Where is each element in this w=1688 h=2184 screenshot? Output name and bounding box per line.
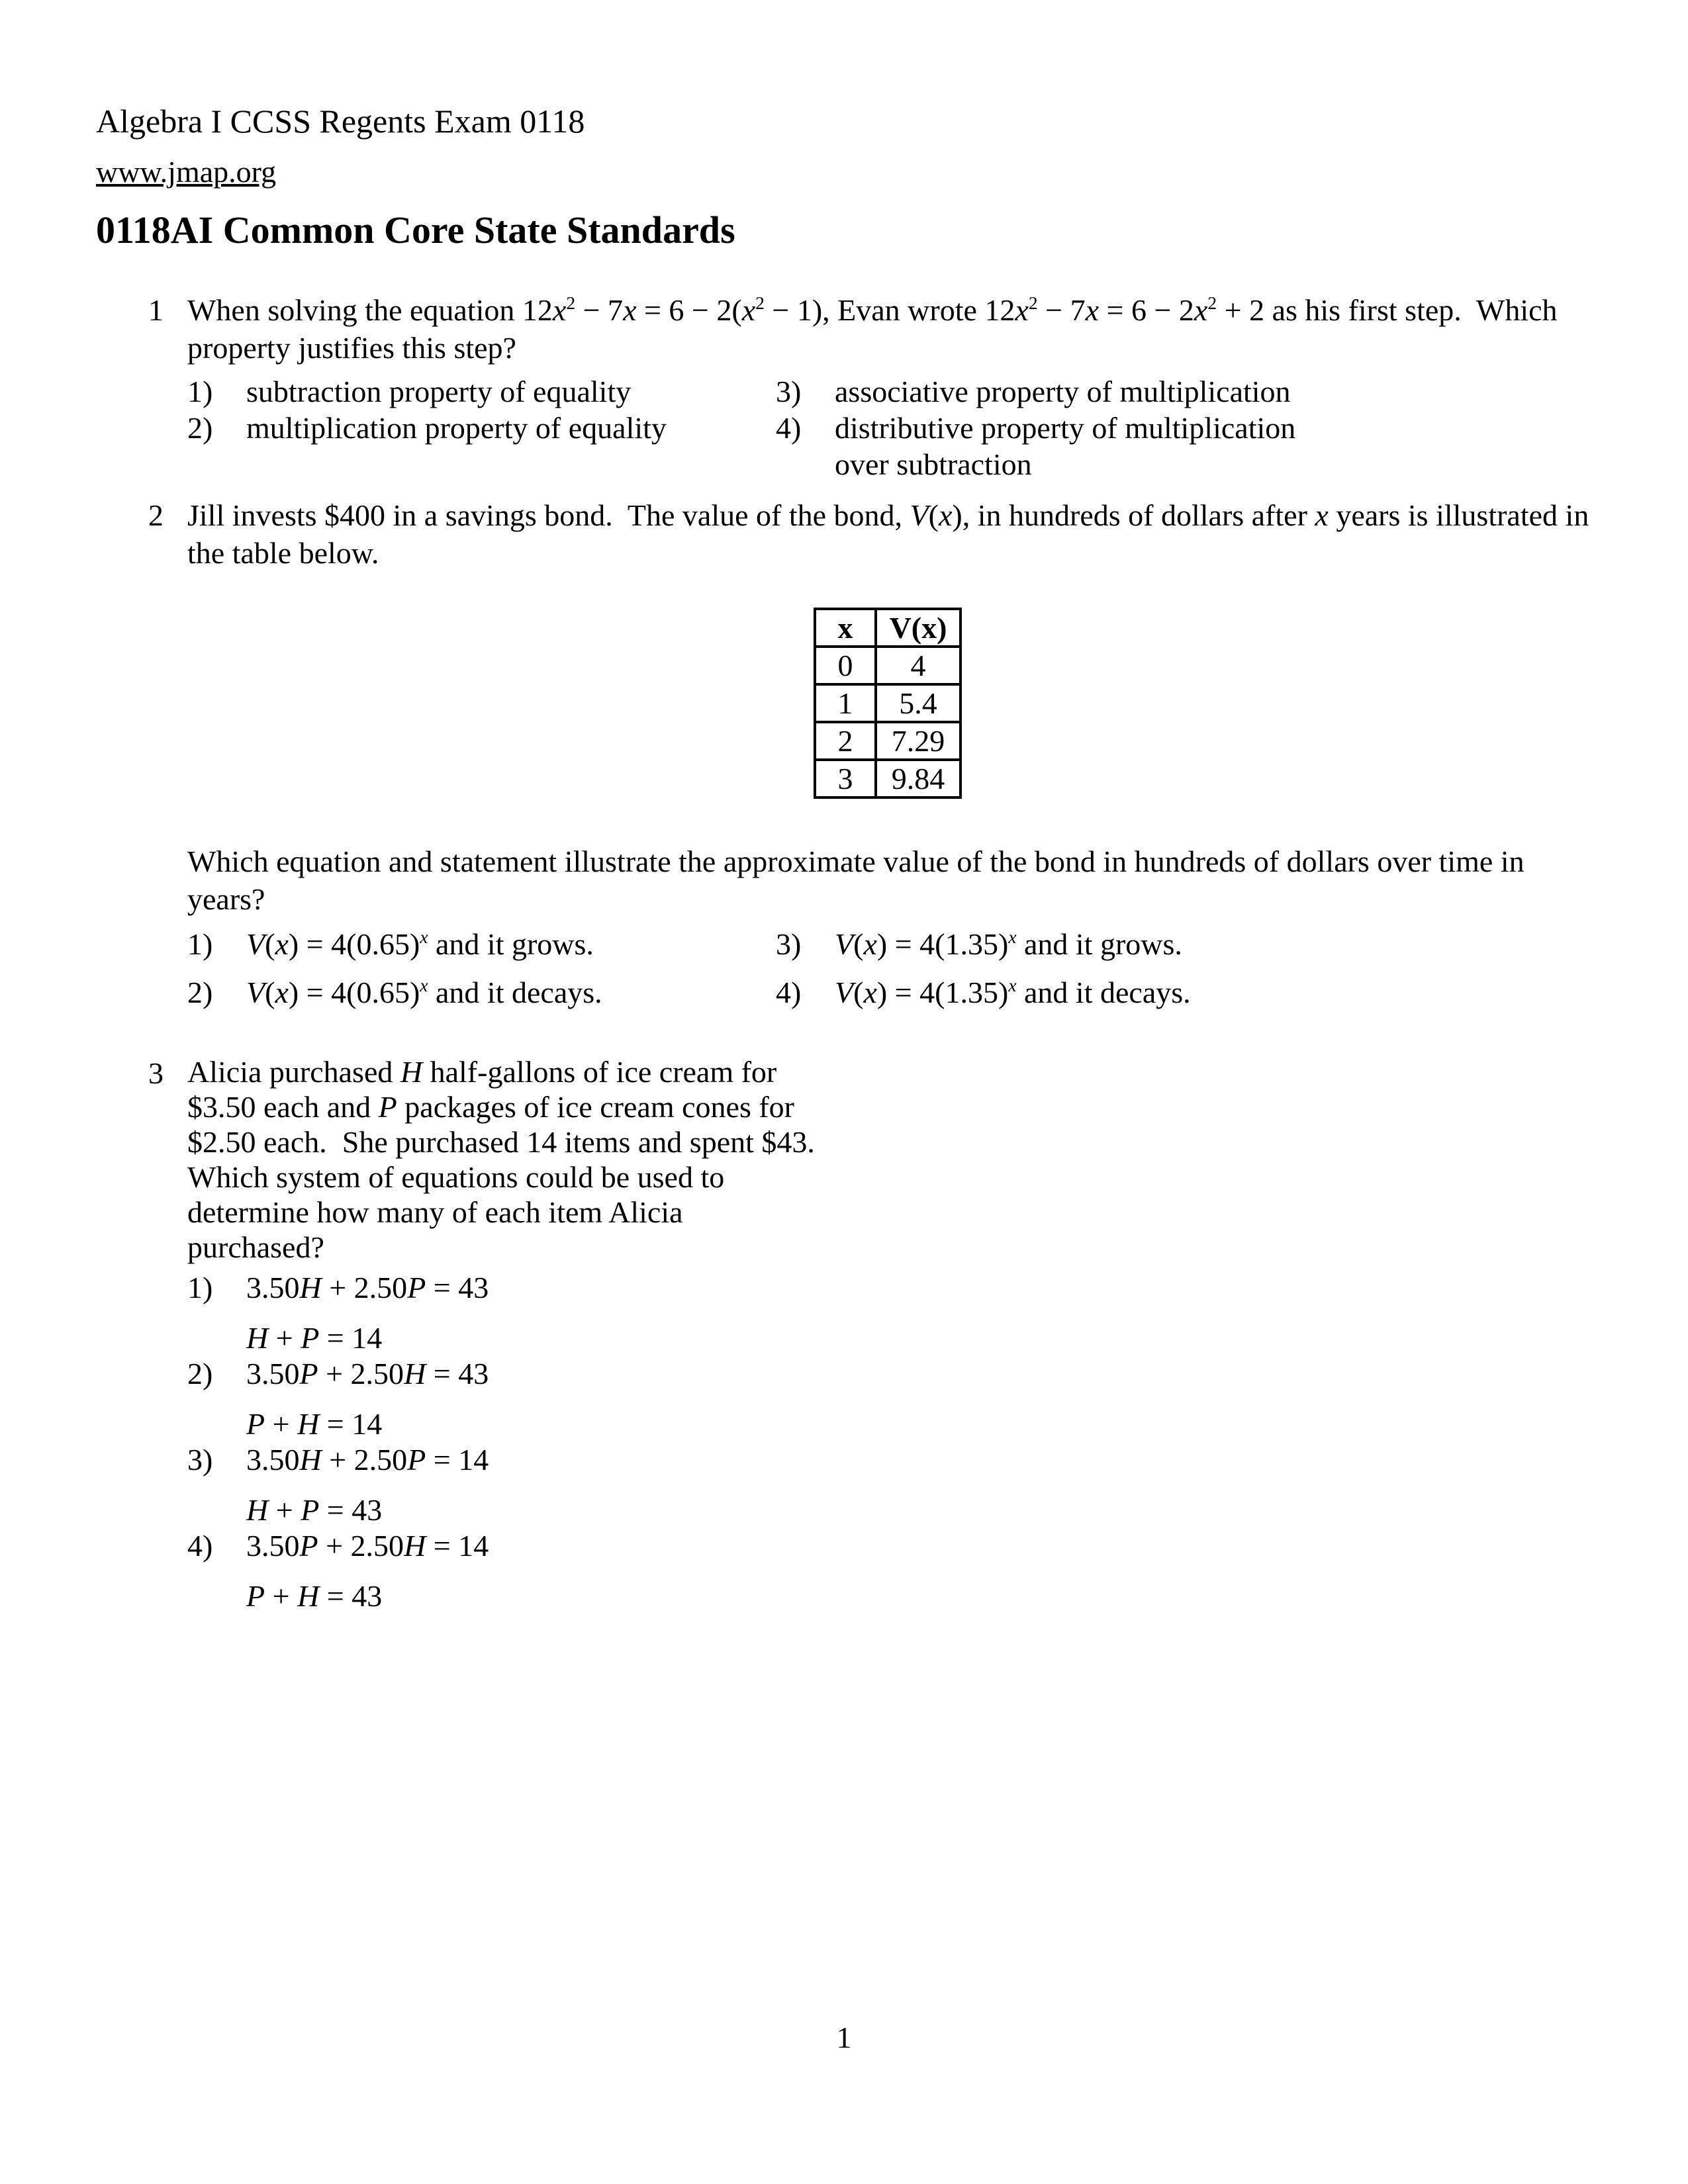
site-link-line	[96, 154, 585, 191]
table-row	[815, 684, 961, 722]
equation-2: P + H = 14	[246, 1407, 383, 1441]
question-2	[148, 496, 1597, 1011]
choice-number: 3)	[776, 375, 802, 408]
table-row	[815, 760, 961, 797]
choice-text: $V(x) = 4(1.35)^x$ and it decays.	[835, 975, 1191, 1009]
page-number: 1	[836, 2021, 852, 2054]
choice-1	[187, 373, 776, 410]
choice-text: associative property of multiplication	[835, 375, 1291, 408]
choice-3	[776, 926, 1358, 962]
question-2-body	[187, 496, 1597, 1011]
table-cell: 7.29	[876, 722, 961, 760]
table-header-vx: V(x)	[876, 609, 961, 647]
choice-1	[187, 1270, 823, 1356]
choice-text: $V(x) = 4(0.65)^x$ and it grows.	[246, 927, 594, 961]
bond-value-table	[814, 608, 962, 799]
choice-equations	[246, 1270, 823, 1356]
choice-2	[187, 410, 776, 482]
choice-equations	[246, 1528, 823, 1614]
choice-number: 4)	[776, 976, 802, 1009]
table-header-row	[815, 609, 961, 647]
table-cell: 5.4	[876, 684, 961, 722]
question-1	[148, 291, 1597, 482]
question-2-stem: Jill invests $400 in a savings bond. The value of the bond, V(x), in hundreds of dollars after x years is illustrated in the table below.	[187, 498, 1597, 570]
table-cell: 1	[815, 684, 876, 722]
table-cell: 0	[815, 647, 876, 684]
table-cell: 9.84	[876, 760, 961, 797]
question-1-stem: When solving the equation $12x^2 - 7x = 6 - 2(x^2 - 1)$, Evan wrote $12x^2 - 7x = 6 - 2x^2 + 2$ as his first step. Which property justifies this step?	[187, 293, 1566, 365]
choice-number: 1)	[187, 375, 213, 408]
table-row	[815, 722, 961, 760]
choice-text: $V(x) = 4(1.35)^x$ and it grows.	[835, 927, 1182, 961]
choice-3	[187, 1442, 823, 1528]
choice-number: 2)	[187, 976, 213, 1009]
choice-number: 2)	[187, 1357, 213, 1390]
choice-4	[776, 974, 1358, 1011]
choice-text: subtraction property of equality	[246, 375, 632, 408]
document-title: 0118AI Common Core State Standards	[96, 208, 735, 251]
equation-1: 3.50P + 2.50H = 43	[246, 1357, 489, 1390]
site-link[interactable]: www.jmap.org	[96, 155, 277, 189]
choice-number: 4)	[187, 1529, 213, 1563]
choice-equations	[246, 1442, 823, 1528]
table-row	[815, 647, 961, 684]
equation-2: P + H = 43	[246, 1579, 383, 1613]
choice-equations	[246, 1356, 823, 1442]
choice-text: distributive property of multiplication over subtraction	[835, 411, 1303, 481]
question-1-body	[187, 291, 1597, 482]
choice-3	[776, 373, 1358, 410]
equation-2: H + P = 43	[246, 1493, 383, 1527]
equation-2: H + P = 14	[246, 1321, 383, 1355]
choice-number: 2)	[187, 411, 213, 445]
question-3	[148, 1054, 830, 1614]
choice-number: 3)	[776, 927, 802, 961]
choice-2	[187, 974, 776, 1011]
choice-text: $V(x) = 4(0.65)^x$ and it decays.	[246, 975, 602, 1009]
choice-2	[187, 1356, 823, 1442]
table-cell: 4	[876, 647, 961, 684]
question-2-stem-2: Which equation and statement illustrate the approximate value of the bond in hundreds of dollars over time in years?	[187, 844, 1532, 916]
question-3-body	[187, 1054, 830, 1614]
choice-text: multiplication property of equality	[246, 411, 667, 445]
question-3-choices	[187, 1270, 823, 1614]
choice-4	[187, 1528, 823, 1614]
equation-1: 3.50H + 2.50P = 43	[246, 1271, 489, 1304]
choice-4	[776, 410, 1358, 482]
table-header-x: x	[815, 609, 876, 647]
table-cell: 2	[815, 722, 876, 760]
question-3-number: 3	[148, 1056, 164, 1090]
choice-1	[187, 926, 776, 962]
equation-1: 3.50H + 2.50P = 14	[246, 1443, 489, 1477]
equation-1: 3.50P + 2.50H = 14	[246, 1529, 489, 1563]
question-3-stem: Alicia purchased H half-gallons of ice cream for $3.50 each and P packages of ice cream cones for $2.50 each. She purchased 14 items and spent $43. Which system of equations could be used to determine how many of each item Alicia purchased?	[187, 1055, 830, 1264]
choice-number: 1)	[187, 927, 213, 961]
question-2-number: 2	[148, 498, 164, 532]
document-header	[96, 101, 585, 191]
question-1-choices	[187, 373, 1597, 482]
exam-title: Algebra I CCSS Regents Exam 0118	[96, 103, 585, 140]
choice-number: 4)	[776, 411, 802, 445]
choice-number: 3)	[187, 1443, 213, 1477]
table-cell: 3	[815, 760, 876, 797]
choice-number: 1)	[187, 1271, 213, 1304]
question-1-number: 1	[148, 293, 164, 327]
question-2-choices	[187, 926, 1597, 1011]
